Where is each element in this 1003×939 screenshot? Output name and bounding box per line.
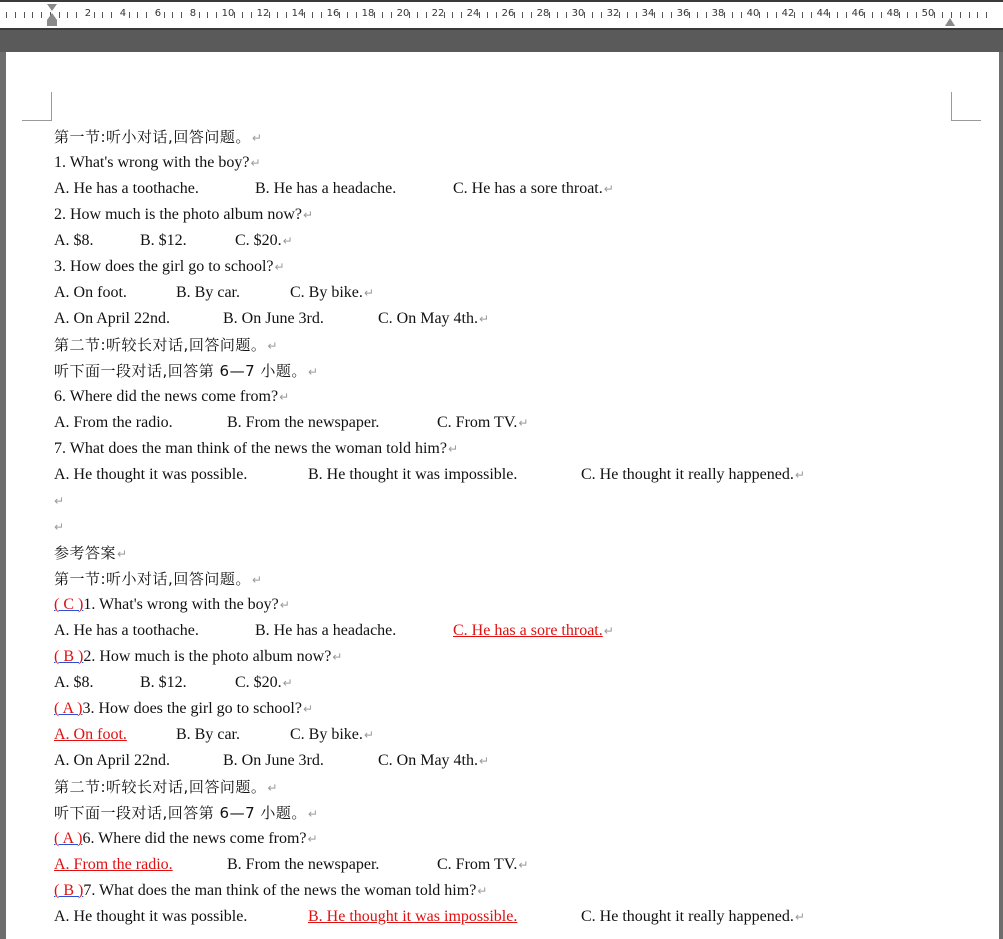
paragraph-mark-icon: ↵ (282, 234, 293, 248)
ruler-tick (356, 12, 357, 18)
answer-7-options (54, 904, 805, 930)
ruler-tick (347, 12, 348, 18)
answer-mark: ( A ) (54, 830, 83, 847)
ruler-tick (969, 12, 970, 18)
answer-1-question: 1. What's wrong with the boy? (83, 596, 279, 613)
ruler-tick (960, 12, 961, 18)
ruler-number: 4 (119, 8, 127, 19)
ruler-number: 50 (921, 8, 935, 19)
right-indent-marker[interactable] (944, 4, 956, 26)
option-b: B. By car. (176, 284, 240, 301)
answer-7 (54, 878, 487, 904)
paragraph-mark-icon: ↵ (274, 260, 285, 274)
section2-instruction (54, 358, 487, 384)
question-7-text: 7. What does the man think of the news the woman told him? (54, 440, 447, 457)
question-6-text: 6. Where did the news come from? (54, 388, 279, 405)
option-c (453, 176, 614, 202)
ruler-tick (137, 12, 138, 18)
ruler-number: 26 (501, 8, 515, 19)
ruler-tick (216, 12, 217, 18)
answer-3-options (54, 722, 487, 748)
option-b: B. He has a headache. (255, 622, 397, 639)
option-a: A. On April 22nd. (54, 310, 170, 327)
option-c-text: C. $20. (235, 674, 282, 691)
ruler-tick (592, 12, 593, 18)
answer-2-options (54, 670, 487, 696)
answers-heading (54, 540, 487, 566)
answer-mark: ( C ) (54, 596, 84, 613)
ruler-tick (977, 12, 978, 18)
question-6 (54, 384, 487, 410)
option-b: B. $12. (140, 674, 187, 691)
document-page[interactable] (6, 52, 999, 939)
answer-7-question: 7. What does the man think of the news the woman told him? (83, 882, 477, 899)
paragraph-mark-icon: ↵ (518, 416, 529, 430)
answer-1 (54, 592, 487, 618)
horizontal-ruler[interactable] (0, 0, 1003, 30)
ruler-tick (312, 12, 313, 18)
answers-section2-instruction-text: 听下面一段对话,回答第 6—7 小题。 (54, 804, 307, 822)
option-b: B. $12. (140, 232, 187, 249)
option-c-text: C. From TV. (437, 856, 518, 873)
ruler-tick (531, 12, 532, 18)
ruler-tick (129, 12, 130, 18)
paragraph-mark-icon: ↵ (479, 312, 490, 326)
ruler-tick (662, 12, 663, 18)
answer-2-question: 2. How much is the photo album now? (83, 648, 332, 665)
option-c (581, 904, 805, 930)
section2-heading-text: 第二节:听较长对话,回答问题。 (54, 336, 267, 354)
option-c-text: C. He thought it really happened. (581, 466, 794, 483)
ruler-tick (811, 12, 812, 18)
option-c (290, 280, 374, 306)
ruler-number: 22 (431, 8, 445, 19)
paragraph-mark-icon: ↵ (332, 650, 343, 664)
option-a: A. He has a toothache. (54, 622, 199, 639)
ruler-number: 38 (711, 8, 725, 19)
ruler-tick (67, 12, 68, 18)
section1-heading (54, 124, 487, 150)
paragraph-mark-icon: ↵ (251, 131, 263, 145)
ruler-tick (251, 12, 252, 18)
option-c-text: C. He thought it really happened. (581, 908, 794, 925)
answer-3 (54, 696, 487, 722)
option-c (437, 852, 528, 878)
paragraph-mark-icon: ↵ (279, 598, 290, 612)
question-3-text: 3. How does the girl go to school? (54, 258, 274, 275)
correct-option: A. From the radio. (54, 856, 173, 873)
ruler-number: 20 (396, 8, 410, 19)
paragraph-mark-icon: ↵ (363, 286, 374, 300)
ruler-tick (76, 12, 77, 18)
ruler-tick (15, 12, 16, 18)
ruler-tick (277, 12, 278, 18)
ruler-tick (452, 12, 453, 18)
ruler-tick (94, 12, 95, 18)
option-c (453, 618, 614, 644)
ruler-tick (391, 12, 392, 18)
paragraph-mark-icon: ↵ (250, 156, 261, 170)
option-c (437, 410, 528, 436)
ruler-tick (767, 12, 768, 18)
option-a: A. From the radio. (54, 414, 173, 431)
option-c (235, 670, 293, 696)
correct-option: B. He thought it was impossible. (308, 908, 518, 925)
paragraph-mark-icon: ↵ (54, 494, 65, 508)
ruler-tick (461, 12, 462, 18)
ruler-number: 18 (361, 8, 375, 19)
ruler-tick (986, 12, 987, 18)
option-b: B. By car. (176, 726, 240, 743)
answer-6 (54, 826, 487, 852)
ruler-tick (627, 12, 628, 18)
ruler-shadow (0, 30, 1003, 52)
option-b: B. On June 3rd. (223, 310, 324, 327)
ruler-number: 8 (189, 8, 197, 19)
question-3 (54, 254, 487, 280)
ruler-number: 28 (536, 8, 550, 19)
ruler-tick (706, 12, 707, 18)
option-c (378, 748, 489, 774)
document-body[interactable] (54, 124, 805, 930)
ruler-tick (872, 12, 873, 18)
paragraph-mark-icon: ↵ (267, 781, 278, 795)
ruler-tick (41, 12, 42, 18)
option-b: B. He has a headache. (255, 180, 397, 197)
section2-heading (54, 332, 487, 358)
answers-section1-heading-text: 第一节:听小对话,回答问题。 (54, 570, 251, 588)
paragraph-mark-icon: ↵ (477, 884, 488, 898)
ruler-tick (802, 12, 803, 18)
answers-section1-heading (54, 566, 487, 592)
option-b: B. He thought it was impossible. (308, 466, 518, 483)
option-a: A. On foot. (54, 284, 127, 301)
paragraph-mark-icon: ↵ (307, 832, 318, 846)
question-1-text: 1. What's wrong with the boy? (54, 154, 250, 171)
question-4-options (54, 306, 490, 332)
answers-section2-heading-text: 第二节:听较长对话,回答问题。 (54, 778, 267, 796)
ruler-tick (426, 12, 427, 18)
option-a: A. He thought it was possible. (54, 908, 248, 925)
ruler-number: 46 (851, 8, 865, 19)
ruler-tick (382, 12, 383, 18)
ruler-number: 24 (466, 8, 480, 19)
ruler-tick (636, 12, 637, 18)
ruler-tick (417, 12, 418, 18)
ruler-tick (207, 12, 208, 18)
option-c (290, 722, 374, 748)
option-a: A. $8. (54, 232, 94, 249)
ruler-tick (601, 12, 602, 18)
ruler-tick (671, 12, 672, 18)
ruler-number: 40 (746, 8, 760, 19)
paragraph-mark-icon: ↵ (447, 442, 459, 456)
option-b: B. On June 3rd. (223, 752, 324, 769)
ruler-tick (846, 12, 847, 18)
option-b: B. From the newspaper. (227, 414, 380, 431)
option-a: A. He has a toothache. (54, 180, 199, 197)
paragraph-mark-icon: ↵ (603, 182, 614, 196)
ruler-tick (522, 12, 523, 18)
answer-mark: ( B ) (54, 648, 84, 665)
paragraph-mark-icon: ↵ (279, 390, 290, 404)
option-c (235, 228, 293, 254)
option-c-text: C. On May 4th. (378, 752, 478, 769)
ruler-tick (24, 12, 25, 18)
ruler-number: 48 (886, 8, 900, 19)
section2-instruction-text: 听下面一段对话,回答第 6—7 小题。 (54, 362, 307, 380)
paragraph-mark-icon: ↵ (307, 365, 319, 379)
ruler-tick (837, 12, 838, 18)
ruler-tick (881, 12, 882, 18)
ruler-tick (242, 12, 243, 18)
correct-option: A. On foot. (54, 726, 127, 743)
option-a: A. On April 22nd. (54, 752, 170, 769)
question-6-options (54, 410, 529, 436)
ruler-tick (697, 12, 698, 18)
option-c (581, 462, 805, 488)
ruler-tick (102, 12, 103, 18)
paragraph-mark-icon: ↵ (251, 573, 263, 587)
paragraph-mark-icon: ↵ (794, 468, 805, 482)
ruler-tick (146, 12, 147, 18)
answer-mark: ( B ) (54, 882, 84, 899)
ruler-tick (32, 12, 33, 18)
answers-section2-heading (54, 774, 487, 800)
left-indent-marker[interactable] (46, 4, 58, 26)
ruler-number: 16 (326, 8, 340, 19)
ruler-number: 10 (221, 8, 235, 19)
answer-2 (54, 644, 487, 670)
ruler-number: 32 (606, 8, 620, 19)
ruler-tick (286, 12, 287, 18)
paragraph-mark-icon: ↵ (363, 728, 374, 742)
empty-paragraph (54, 488, 487, 514)
paragraph-mark-icon: ↵ (54, 520, 65, 534)
ruler-tick (557, 12, 558, 18)
option-a: A. $8. (54, 674, 94, 691)
question-2-text: 2. How much is the photo album now? (54, 206, 302, 223)
answer-6-question: 6. Where did the news come from? (82, 830, 307, 847)
ruler-tick (164, 12, 165, 18)
ruler-tick (199, 12, 200, 18)
option-b: B. From the newspaper. (227, 856, 380, 873)
option-c-text: C. $20. (235, 232, 282, 249)
ruler-tick (496, 12, 497, 18)
ruler-tick (487, 12, 488, 18)
ruler-tick (321, 12, 322, 18)
question-3-options (54, 280, 487, 306)
ruler-tick (111, 12, 112, 18)
option-c-text: C. By bike. (290, 726, 363, 743)
ruler-number: 14 (291, 8, 305, 19)
question-7-options (54, 462, 805, 488)
ruler-number: 36 (676, 8, 690, 19)
ruler-number: 34 (641, 8, 655, 19)
ruler-number: 6 (154, 8, 162, 19)
answers-section2-instruction (54, 800, 487, 826)
ruler-tick (916, 12, 917, 18)
empty-paragraph (54, 514, 487, 540)
paragraph-mark-icon: ↵ (479, 754, 490, 768)
ruler-tick (566, 12, 567, 18)
ruler-marks (0, 2, 1003, 28)
question-7 (54, 436, 487, 462)
paragraph-mark-icon: ↵ (307, 807, 319, 821)
answers-heading-text: 参考答案 (54, 544, 117, 562)
paragraph-mark-icon: ↵ (302, 208, 314, 222)
ruler-tick (181, 12, 182, 18)
ruler-number: 12 (256, 8, 270, 19)
paragraph-mark-icon: ↵ (267, 339, 278, 353)
ruler-tick (776, 12, 777, 18)
answer-3-question: 3. How does the girl go to school? (82, 700, 302, 717)
question-2-options (54, 228, 487, 254)
ruler-tick (732, 12, 733, 18)
question-1 (54, 150, 487, 176)
paragraph-mark-icon: ↵ (603, 624, 614, 638)
option-c-text: C. He has a sore throat. (453, 180, 603, 197)
option-c-text: C. From TV. (437, 414, 518, 431)
ruler-strip (0, 2, 1003, 28)
correct-option: C. He has a sore throat. (453, 622, 603, 639)
option-c-text: C. On May 4th. (378, 310, 478, 327)
option-a: A. He thought it was possible. (54, 466, 248, 483)
answer-mark: ( A ) (54, 700, 83, 717)
question-1-options (54, 176, 614, 202)
ruler-tick (59, 12, 60, 18)
ruler-tick (741, 12, 742, 18)
paragraph-mark-icon: ↵ (794, 910, 805, 924)
ruler-tick (942, 12, 943, 18)
ruler-number: 30 (571, 8, 585, 19)
paragraph-mark-icon: ↵ (282, 676, 293, 690)
option-c-text: C. By bike. (290, 284, 363, 301)
answer-6-options (54, 852, 529, 878)
question-2 (54, 202, 487, 228)
ruler-tick (907, 12, 908, 18)
answer-1-options (54, 618, 614, 644)
answer-4-options (54, 748, 490, 774)
paragraph-mark-icon: ↵ (518, 858, 529, 872)
section1-heading-text: 第一节:听小对话,回答问题。 (54, 128, 251, 146)
option-c (378, 306, 489, 332)
ruler-number: 2 (84, 8, 92, 19)
ruler-number: 44 (816, 8, 830, 19)
margin-corner-top-left (22, 92, 52, 121)
ruler-tick (6, 12, 7, 18)
paragraph-mark-icon: ↵ (117, 547, 128, 561)
margin-corner-top-right (951, 92, 981, 121)
ruler-tick (172, 12, 173, 18)
ruler-number: 42 (781, 8, 795, 19)
paragraph-mark-icon: ↵ (302, 702, 314, 716)
